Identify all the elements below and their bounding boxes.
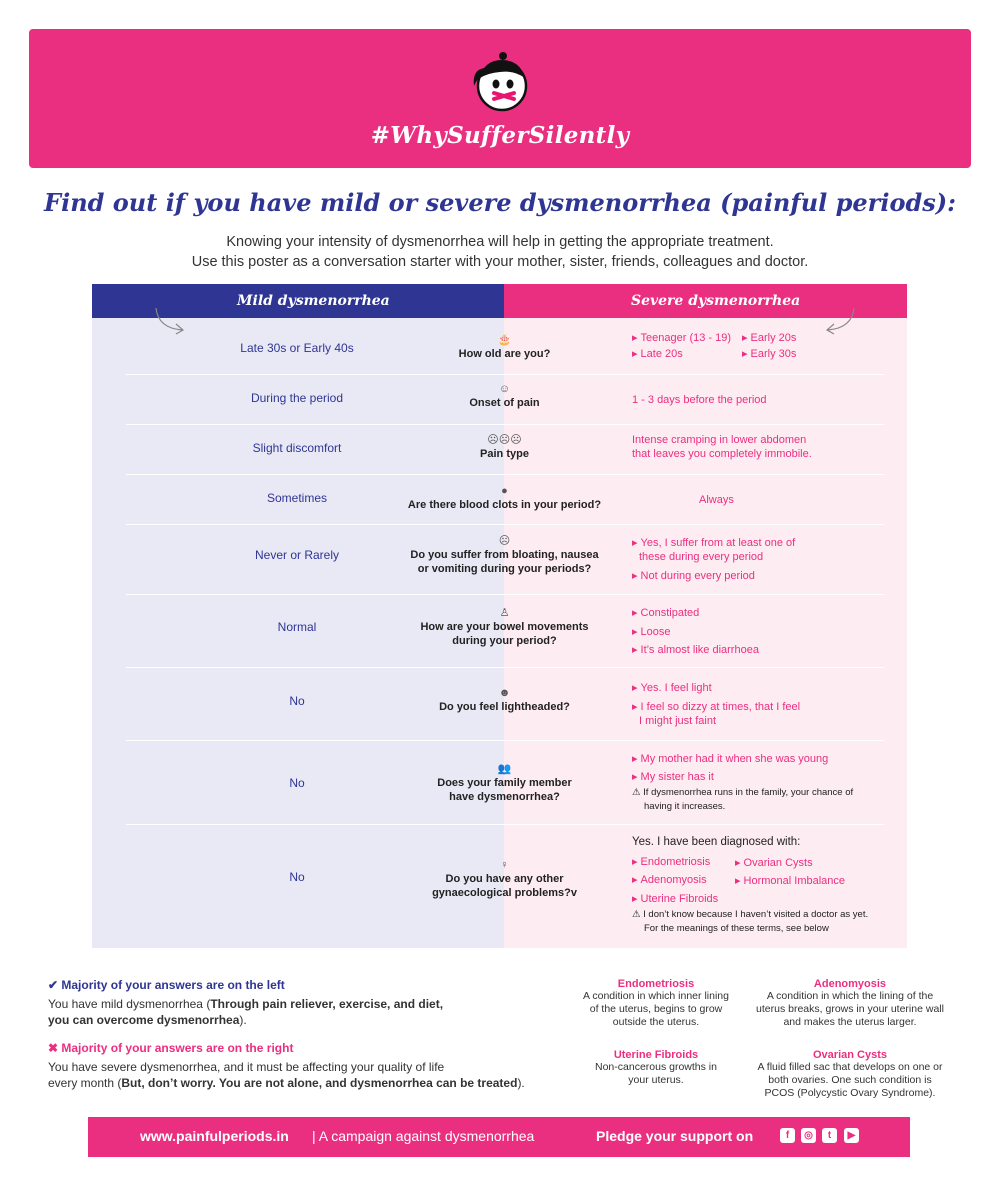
severe-answer: I might just faint	[639, 715, 717, 727]
severe-answer: ▸ Yes. I feel light	[632, 681, 712, 695]
facebook-icon[interactable]: f	[780, 1128, 795, 1143]
comparison-table	[92, 284, 907, 948]
result-right-text: You have severe dysmenorrhea, and it must be affecting your quality of life every month (But, don’t worry. You are not alone, and dysmenorrhea can be treated).	[48, 1060, 525, 1090]
severe-answer: ▸ My mother had it when she was young	[632, 752, 828, 766]
severe-answer: ▸ It’s almost like diarrhoea	[632, 643, 759, 657]
campaign-tagline: | A campaign against dysmenorrhea	[312, 1128, 535, 1144]
warning-note: ⚠ I don’t know because I haven’t visited a doctor as yet.	[632, 909, 869, 920]
severe-answer: ▸ Endometriosis	[632, 855, 710, 869]
severe-answer: ▸ Late 20s	[632, 347, 683, 361]
diagnosis-intro: Yes. I have been diagnosed with:	[632, 836, 801, 848]
family-icon: 👥	[497, 763, 512, 775]
mild-answer: Sometimes	[266, 491, 328, 505]
row-divider	[126, 374, 884, 375]
severe-answer: ▸ Early 30s	[742, 347, 796, 361]
warning-note: ⚠ If dysmenorrhea runs in the family, your chance of	[632, 787, 854, 798]
hashtag-title: #WhySufferSilently	[370, 122, 630, 149]
dizzy-face-icon: ☻	[498, 687, 511, 699]
question: 👥 Does your family member have dysmenorrhea?	[392, 762, 617, 804]
question: ♙ How are your bowel movements during your period?	[392, 606, 617, 648]
question: ● Are there blood clots in your period?	[392, 484, 617, 512]
severe-answer: ▸ Adenomyosis	[632, 873, 707, 887]
footer-banner	[88, 1117, 910, 1157]
pledge-text: Pledge your support on	[596, 1128, 754, 1144]
instagram-icon[interactable]: ◎	[801, 1128, 816, 1143]
severe-answer: ▸ Yes, I suffer from at least one of	[632, 536, 795, 550]
mild-answer: Normal	[277, 620, 317, 634]
nausea-face-icon: ☹	[498, 535, 511, 547]
severe-answer: Intense cramping in lower abdomen	[632, 434, 807, 446]
glossary-adenomyosis: Adenomyosis A condition in which the lining of the uterus breaks, grows in your uterine wall and makes the uterus larger.	[756, 978, 944, 1028]
severe-answer: ▸ Constipated	[632, 606, 699, 620]
severe-answer: Always	[699, 494, 734, 506]
row-divider	[126, 594, 884, 595]
check-circle-icon: ✔	[48, 978, 62, 992]
mild-answer: No	[289, 694, 305, 708]
mild-answer: During the period	[250, 391, 344, 405]
glossary-uterine-fibroids: Uterine Fibroids Non-cancerous growths in your uterus.	[595, 1049, 717, 1086]
mild-answer: Late 30s or Early 40s	[240, 341, 354, 355]
row-divider	[126, 667, 884, 668]
warning-icon: ⚠	[632, 787, 644, 798]
question: ☻ Do you feel lightheaded?	[392, 686, 617, 714]
girl-logo-icon	[470, 46, 530, 114]
pain-faces-icon: ☹☹☹	[487, 434, 522, 446]
severe-answer: ▸ My sister has it	[632, 770, 714, 784]
severe-header: Severe dysmenorrhea	[504, 284, 907, 318]
glossary-ovarian-cysts: Ovarian Cysts A fluid filled sac that develops on one or both ovaries. One such condition is PCOS (Polycystic Ovary Syndrome).	[757, 1049, 943, 1099]
curved-arrow-left-icon	[152, 306, 188, 336]
warning-note-cont: having it increases.	[644, 801, 726, 812]
intro-line-1: Knowing your intensity of dysmenorrhea will help in getting the appropriate treatment.	[226, 234, 774, 250]
severe-answer: ▸ I feel so dizzy at times, that I feel	[632, 700, 800, 714]
mild-answer: Never or Rarely	[254, 548, 340, 562]
question: ♀ Do you have any other gynaecological problems?v	[392, 858, 617, 900]
result-left-text: You have mild dysmenorrhea (Through pain reliever, exercise, and diet, you can overcome dysmenorrhea).	[48, 997, 444, 1027]
page-title: Find out if you have mild or severe dysmenorrhea (painful periods):	[44, 188, 956, 217]
cake-icon: 🎂	[497, 334, 512, 346]
result-right-heading: ✖ Majority of your answers are on the right	[48, 1041, 294, 1055]
question: ☺ Onset of pain	[392, 382, 617, 410]
glossary-endometriosis: Endometriosis A condition in which inner lining of the uterus, begins to grow outside the uterus.	[583, 978, 729, 1028]
severe-answer: these during every period	[639, 551, 764, 563]
severe-answer: ▸ Not during every period	[632, 569, 755, 583]
mild-answer: Slight discomfort	[252, 441, 342, 455]
blood-clot-icon: ●	[501, 485, 508, 497]
severe-answer: ▸ Uterine Fibroids	[632, 892, 718, 906]
warning-icon: ⚠	[632, 909, 644, 920]
row-divider	[126, 474, 884, 475]
curved-arrow-right-icon	[822, 306, 858, 336]
severe-answer: ▸ Hormonal Imbalance	[735, 874, 845, 888]
mild-answer: No	[289, 870, 305, 884]
youtube-icon[interactable]: ▶	[844, 1128, 859, 1143]
severe-answer: ▸ Teenager (13 - 19)	[632, 331, 731, 345]
intro-line-2: Use this poster as a conversation starter with your mother, sister, friends, colleagues and doctor.	[191, 254, 809, 270]
question: ☹☹☹ Pain type	[392, 433, 617, 461]
question: ☹ Do you suffer from bloating, nausea or vomiting during your periods?	[392, 534, 617, 576]
severe-answer: that leaves you completely immobile.	[632, 448, 812, 460]
severe-answer: ▸ Early 20s	[742, 331, 796, 345]
row-divider	[126, 524, 884, 525]
question: 🎂 How old are you?	[392, 333, 617, 361]
warning-note-cont: For the meanings of these terms, see below	[644, 923, 829, 934]
website-link[interactable]: www.painfulperiods.in	[140, 1128, 289, 1144]
mild-header: Mild dysmenorrhea	[92, 284, 504, 318]
result-left-heading: ✔ Majority of your answers are on the left	[48, 978, 285, 992]
face-icon: ☺	[498, 383, 511, 395]
toilet-icon: ♙	[499, 607, 510, 619]
uterus-icon: ♀	[500, 859, 509, 871]
row-divider	[126, 424, 884, 425]
mild-answer: No	[289, 776, 305, 790]
severe-answer: ▸ Loose	[632, 625, 671, 639]
row-divider	[126, 824, 884, 825]
row-divider	[126, 740, 884, 741]
twitter-icon[interactable]: t	[822, 1128, 837, 1143]
severe-answer: ▸ Ovarian Cysts	[735, 856, 813, 870]
x-circle-icon: ✖	[48, 1041, 62, 1055]
severe-answer: 1 - 3 days before the period	[632, 394, 767, 406]
